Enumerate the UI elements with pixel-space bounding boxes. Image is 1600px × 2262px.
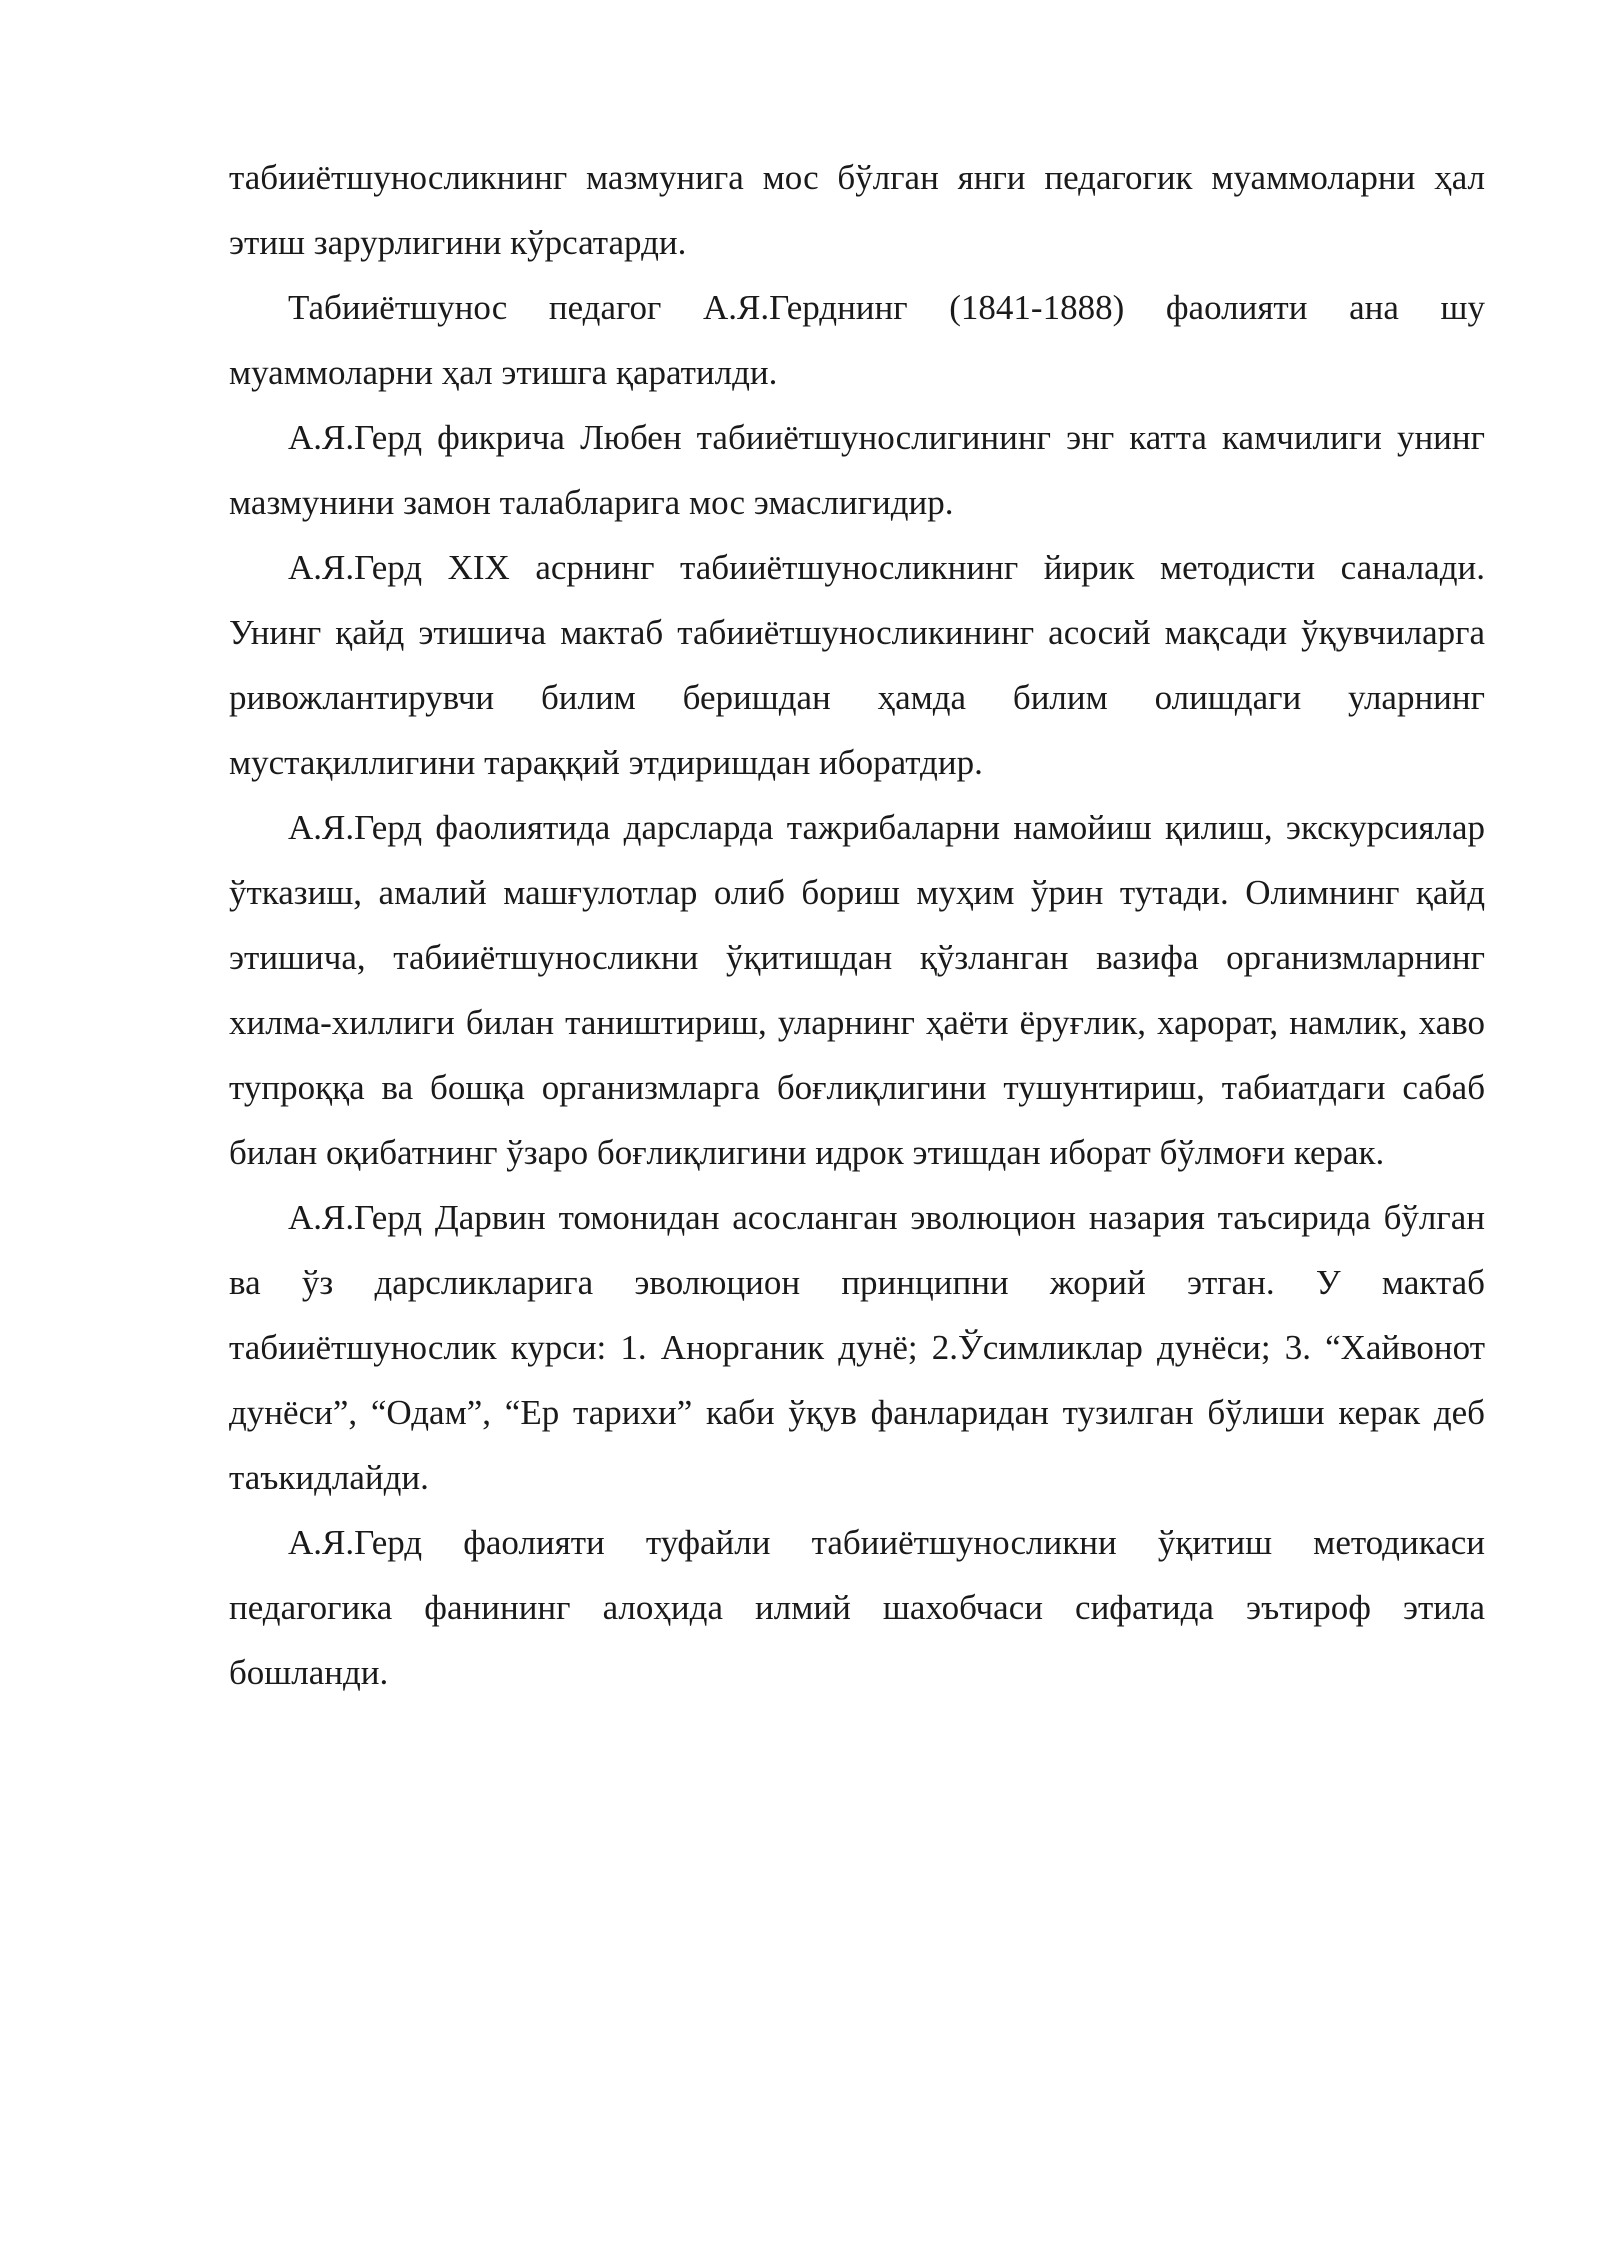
paragraph-1: табииётшуносликнинг мазмунига мос бўлган янги педагогик муаммоларни ҳал этиш зарурлигини кўрсатарди. <box>229 158 1485 262</box>
paragraph-3: А.Я.Герд фикрича Любен табииётшунослигининг энг катта камчилиги унинг мазмунини замон талабларига мос эмаслигидир. <box>229 418 1485 522</box>
paragraph-5: А.Я.Герд фаолиятида дарсларда тажрибаларни намойиш қилиш, экскурсиялар ўтказиш, амалий машғулотлар олиб бориш муҳим ўрин тутади. Олимнинг қайд этишича, табииётшуносликни ўқитишдан қўзланган вазифа организмларнинг хилма-хиллиги билан таништириш, уларнинг ҳаёти ёруғлик, харорат, намлик, хаво тупроққа ва бошқа организмларга боғлиқлигини тушунтириш, табиатдаги сабаб билан оқибатнинг ўзаро боғлиқлигини идрок этишдан иборат бўлмоғи керак. <box>229 808 1485 1172</box>
paragraph-4: А.Я.Герд XIX асрнинг табииётшуносликнинг йирик методисти саналади. Унинг қайд этишича мактаб табииётшуносликининг асосий мақсади ўқувчиларга ривожлантирувчи билим беришдан ҳамда билим олишдаги уларнинг мустақиллигини тараққий этдиришдан иборатдир. <box>229 548 1485 782</box>
paragraph-7: А.Я.Герд фаолияти туфайли табииётшуносликни ўқитиш методикаси педагогика фанининг алоҳида илмий шахобчаси сифатида эътироф этила бошланди. <box>229 1523 1485 1692</box>
paragraph-2: Табииётшунос педагог А.Я.Герднинг (1841-1888) фаолияти ана шу муаммоларни ҳал этишга қаратилди. <box>229 288 1485 392</box>
paragraph-6: А.Я.Герд Дарвин томонидан асосланган эволюцион назария таъсирида бўлган ва ўз дарсликларига эволюцион принципни жорий этган. У мактаб табииётшунослик курси: 1. Анорганик дунё; 2.Ўсимликлар дунёси; 3. “Хайвонот дунёси”, “Одам”, “Ер тарихи” каби ўқув фанларидан тузилган бўлиши керак деб таъкидлайди. <box>229 1198 1485 1497</box>
body-text <box>229 145 1485 1705</box>
